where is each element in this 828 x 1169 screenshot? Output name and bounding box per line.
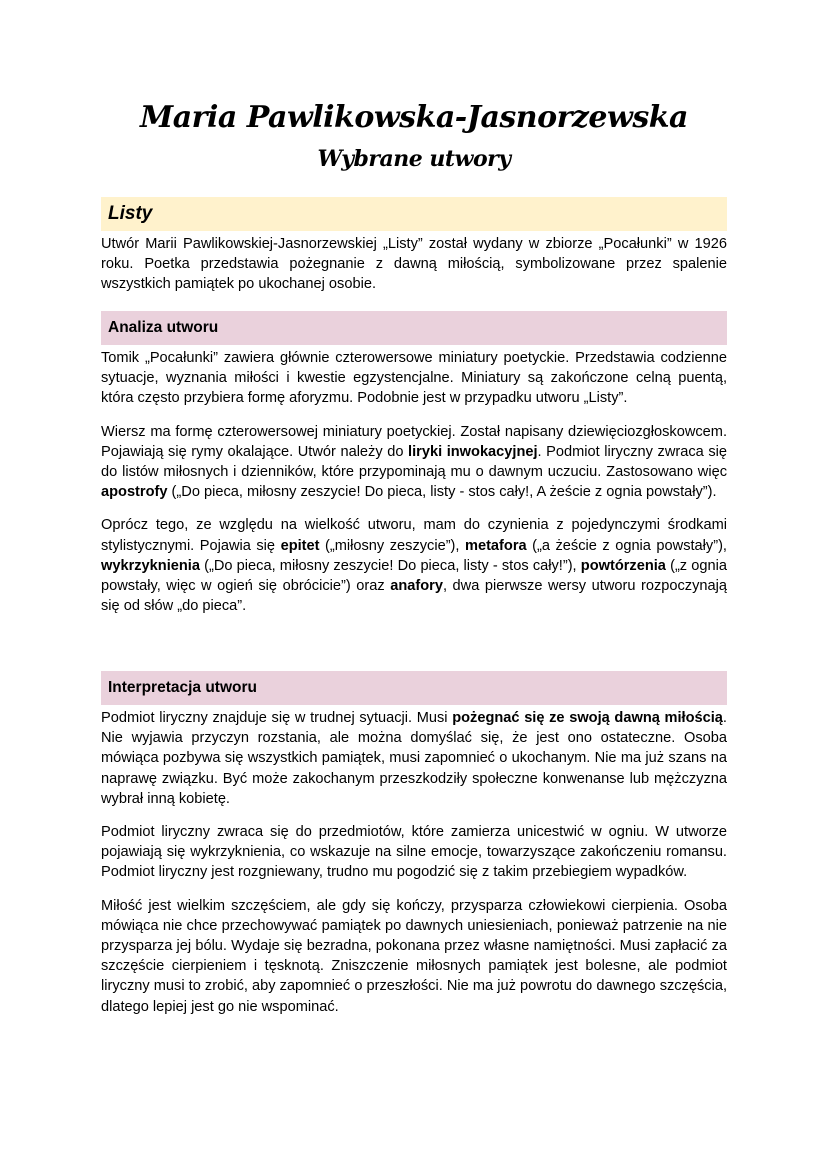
section-analiza [101,311,727,616]
section-interpretacja [101,671,727,1017]
paragraph-interpretacja-2: Podmiot liryczny zwraca się do przedmiotów, które zamierza unicestwić w ogniu. W utworze pojawiają się wykrzyknienia, co wskazuje na silne emocje, towarzyszące zakończeniu romansu. Podmiot liryczny jest rozgniewany, trudno mu pogodzić się z takim przebiegiem wypadków. [101,824,727,881]
section-heading-interpretacja: Interpretacja utworu [101,671,727,705]
paragraph-analiza-3: Oprócz tego, ze względu na wielkość utworu, mam do czynienia z pojedynczymi środkami stylistycznymi. Pojawia się epitet („miłosny zeszycie”), metafora („a żeście z ognia powstały”), wykrzyknienia („Do pieca, miłosny zeszycie! Do pieca, listy - stos cały!”), powtórzenia („z ognia powstały, więc w ogień się obrócicie”) oraz anafory, dwa pierwsze wersy utworu rozpoczynają się od słów „do pieca”. [101,517,727,615]
section-heading-listy: Listy [101,197,727,231]
paragraph-analiza-1: Tomik „Pocałunki” zawiera głównie czterowersowe miniatury poetyckie. Przedstawia codzienne sytuacje, wyznania miłości i kwestie egzystencjalne. Miniatury są zakończone celną puentą, która często przybiera formę aforyzmu. Podobnie jest w przypadku utworu „Listy”. [101,350,727,407]
page-subtitle: Wybrane utwory [317,146,511,172]
section-body-interpretacja [101,708,727,1017]
section-body-listy [101,234,727,295]
paragraph-interpretacja-1: Podmiot liryczny znajduje się w trudnej sytuacji. Musi pożegnać się ze swoją dawną miłością. Nie wyjawia przyczyn rozstania, ale można domyślać się, że jest ono ostateczne. Osoba mówiąca pozbywa się wszystkich pamiątek, musi zapomnieć o ukochanym. Nie ma już szans na naprawę związku. Być może zakochanym przeszkodziły społeczne konwenanse lub mężczyzna wybrał inną kobietę. [101,710,727,807]
paragraph-analiza-2: Wiersz ma formę czterowersowej miniatury poetyckiej. Został napisany dziewięciozgłoskowcem. Pojawiają się rymy okalające. Utwór należy do liryki inwokacyjnej. Podmiot liryczny zwraca się do listów miłosnych i dzienników, które przypominają mu o dawnym uczuciu. Zastosowano więc apostrofy („Do pieca, miłosny zeszycie! Do pieca, listy - stos cały!, A żeście z ognia powstały”). [101,423,727,501]
section-listy [101,197,727,295]
page-title: Maria Pawlikowska-Jasnorzewska [140,100,688,135]
paragraph-intro: Utwór Marii Pawlikowskiej-Jasnorzewskiej „Listy” został wydany w zbiorze „Pocałunki” w 1926 roku. Poetka przedstawia pożegnanie z dawną miłością, symbolizowane przez spalenie wszystkich pamiątek po ukochanej osobie. [101,236,727,293]
paragraph-interpretacja-3: Miłość jest wielkim szczęściem, ale gdy się kończy, przysparza człowiekowi cierpienia. Osoba mówiąca nie chce przechowywać pamiątek po dawnych uniesieniach, ponieważ patrzenie na nie przysparza jej bólu. Wydaje się bezradna, pokonana przez własne namiętności. Musi zapłacić za szczęście cierpieniem i tęsknotą. Zniszczenie miłosnych pamiątek jest bolesne, ale podmiot liryczny musi to zrobić, aby zapomnieć o przeszłości. Nie ma już powrotu do dawnego szczęścia, dlatego lepiej jest go nie wspominać. [101,897,727,1015]
section-body-analiza [101,348,727,616]
section-heading-analiza: Analiza utworu [101,311,727,345]
